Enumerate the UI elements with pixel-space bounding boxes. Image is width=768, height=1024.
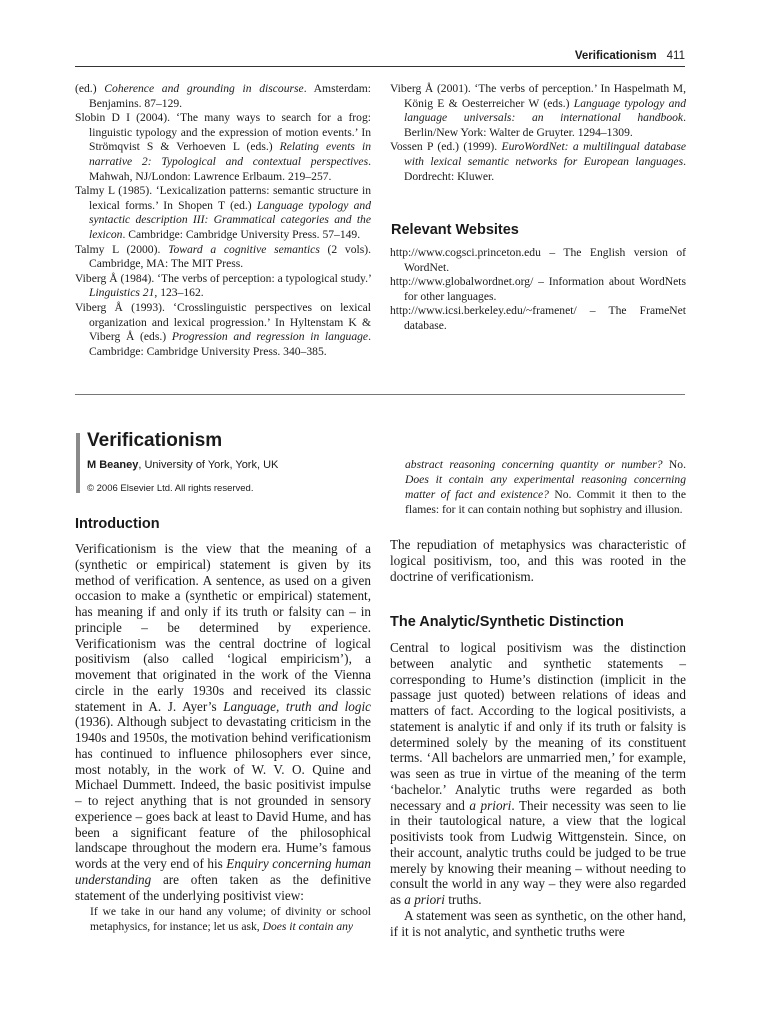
top-rule <box>75 66 685 67</box>
repudiation-paragraph: The repudiation of metaphysics was characteristic of logical positivism, too, and this was rooted in the doctrine of verificationism. <box>390 537 686 584</box>
analytic-synthetic-paragraph-1: Central to logical positivism was the distinction between analytic and synthetic statements – corresponding to Hume’s distinction (implicit in the passage just quoted) between relations of ideas and matters of fact. According to the logical positivists, a statement is analytic if and only if its truth or falsity is determined solely by the meaning of its constituent terms. ‘All bachelors are unmarried men,’ for example, was seen as true in virtue of the meaning of the term ‘bachelor.’ Analytic truths were regarded as both necessary and a priori. Their necessity was seen to lie in their tautological nature, a view that the logical positivists took from Ludwig Wittgenstein. Since, on their account, analytic truths could be judged to be true merely by knowing their meaning – without needing to consult the world in any way – they were also regarded as a priori truths. <box>390 640 687 907</box>
repudiation-body <box>390 537 686 584</box>
reference-entry: Viberg Å (1993). ‘Crosslinguistic perspectives on lexical organization and lexical progression.’ In Hyltenstam K & Viberg Å (eds.) Progression and regression in language. Cambridge: Cambridge University Press. 340–385. <box>75 300 371 358</box>
analytic-synthetic-heading: The Analytic/Synthetic Distinction <box>390 614 624 630</box>
website-link[interactable]: http://www.cogsci.princeton.edu – The English version of WordNet. <box>390 246 686 274</box>
hume-quote-part1: If we take in our hand any volume; of divinity or school metaphysics, for instance; let us ask, Does it contain any <box>90 905 371 933</box>
reference-entry: Vossen P (ed.) (1999). EuroWordNet: a multilingual database with lexical semantic networks for European languages. Dordrecht: Kluwer. <box>390 140 687 183</box>
analytic-synthetic-body <box>390 640 686 939</box>
article-title: Verificationism <box>87 430 223 451</box>
author-line <box>87 459 278 471</box>
author-name: M Beaney <box>87 459 139 471</box>
running-head-title: Verificationism <box>574 50 657 62</box>
reference-entry: Viberg Å (1984). ‘The verbs of perception: a typological study.’ Linguistics 21, 123–162. <box>75 271 371 300</box>
section-divider <box>75 394 685 395</box>
reference-entry: Viberg Å (2001). ‘The verbs of perception.’ In Haspelmath M, König E & Oesterreicher W (eds.) Language typology and language universals: an international handbook. Berlin/New York: Walter de Gruyter. 1294–1309. <box>390 82 686 139</box>
reference-entry: Slobin D I (2004). ‘The many ways to search for a frog: linguistic typology and the expression of motion events.’ In Strömqvist S & Verhoeven L (eds.) Relating events in narrative 2: Typological and contextual perspectives. Mahwah, NJ/London: Lawrence Erlbaum. 219–257. <box>75 111 371 183</box>
copyright-notice: © 2006 Elsevier Ltd. All rights reserved. <box>87 483 254 494</box>
introduction-paragraph: Verificationism is the view that the meaning of a (synthetic or empirical) statement is given by its method of verification. A sentence, as used on a given occasion to make a (synthetic or empirical) statement, has meaning if and only if its truth or falsity can – in principle – be determined by experience. Verificationism was the central doctrine of logical positivism (also called ‘logical empiricism’), a movement that originated in the work of the Vienna circle in the early 1930s and received its classic statement in A. J. Ayer’s Language, truth and logic (1936). Although subject to devastating criticism in the 1940s and 1950s, the motivation behind verificationism has continued to influence philosophers ever since, most notably, in the work of W. V. O. Quine and Michael Dummett. Indeed, the basic positivist impulse – to reject anything that is not grounded in sensory experience – goes back at least to David Hume, and has been a significant feature of the philosophical landscape throughout the modern era. Hume’s famous words at the very end of his Enquiry concerning human understanding are often taken as the definitive statement of the underlying positivist view: <box>75 541 371 903</box>
relevant-websites-heading: Relevant Websites <box>391 222 519 238</box>
reference-entry: (ed.) Coherence and grounding in discourse. Amsterdam: Benjamins. 87–129. <box>75 82 371 110</box>
introduction-heading: Introduction <box>75 516 160 532</box>
website-link[interactable]: http://www.icsi.berkeley.edu/~framenet/ – The FrameNet database. <box>390 304 686 332</box>
introduction-body <box>75 541 371 903</box>
relevant-websites-list <box>390 246 686 334</box>
references-left-column <box>75 82 371 359</box>
website-link[interactable]: http://www.globalwordnet.org/ – Information about WordNets for other languages. <box>390 275 686 303</box>
author-affiliation: , University of York, York, UK <box>138 459 279 471</box>
title-accent-bar <box>76 433 80 493</box>
running-head <box>75 50 685 62</box>
reference-entry: Talmy L (1985). ‘Lexicalization patterns: semantic structure in lexical forms.’ In Shopen T (ed.) Language typology and syntactic description III: Grammatical categories and the lexicon. Cambridge: Cambridge University Press. 57–149. <box>75 184 371 241</box>
hume-quote-part2: abstract reasoning concerning quantity or number? No. Does it contain any experimental reasoning concerning matter of fact and existence? No. Commit it then to the flames: for it can contain nothing but sophistry and illusion. <box>405 458 686 516</box>
references-right-column <box>390 82 686 184</box>
reference-entry: Talmy L (2000). Toward a cognitive semantics (2 vols). Cambridge, MA: The MIT Press. <box>75 242 372 271</box>
page-number: 411 <box>666 50 685 62</box>
analytic-synthetic-paragraph-2: A statement was seen as synthetic, on the other hand, if it is not analytic, and synthetic truths were <box>390 907 686 939</box>
